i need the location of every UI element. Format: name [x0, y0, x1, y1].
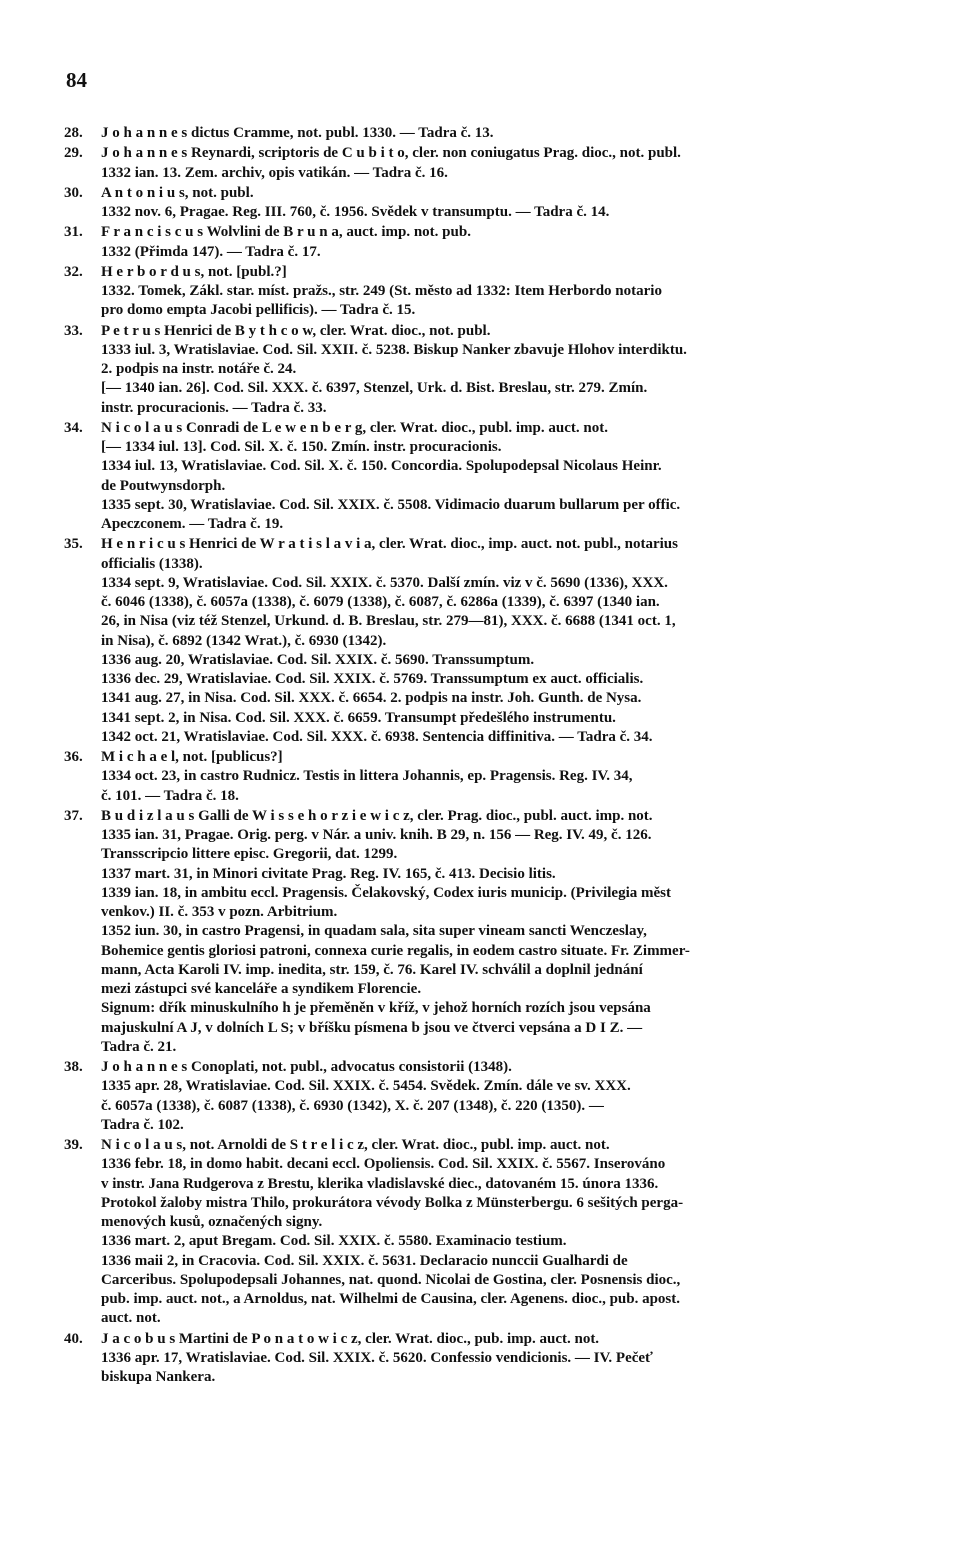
entry-line: Tadra č. 102.	[101, 1116, 184, 1133]
entry-line: [— 1340 ian. 26]. Cod. Sil. XXX. č. 6397, Stenzel, Urk. d. Bist. Breslau, str. 279. Zmín.	[101, 380, 648, 397]
entry	[64, 184, 894, 223]
entry-line: Protokol žaloby mistra Thilo, prokurátora vévody Bolka z Münsterbergu. 6 sešitých perga-	[101, 1194, 684, 1211]
entry-line: 1352 iun. 30, in castro Pragensi, in quadam sala, sita super vineam sancti Wenczeslay,	[101, 923, 647, 940]
entry	[64, 1058, 894, 1135]
entry-number: 37.	[64, 807, 83, 824]
entry-line: menových kusů, označených signy.	[101, 1214, 323, 1230]
entry-line: J o h a n n e s Conoplati, not. publ., advocatus consistorii (1348).	[101, 1059, 512, 1075]
entry-number: 32.	[64, 263, 83, 280]
entry-line: č. 6046 (1338), č. 6057a (1338), č. 6079 (1338), č. 6087, č. 6286a (1339), č. 6397 (1340 ian.	[101, 594, 660, 610]
entry-line: Signum: dřík minuskulního h je přeměněn v kříž, v jehož horních rozích jsou vepsána	[101, 1000, 651, 1017]
entry-line: mann, Acta Karoli IV. imp. inedita, str. 159, č. 76. Karel IV. schválil a doplnil jednání	[101, 961, 643, 978]
entry-line: H e n r i c u s Henrici de W r a t i s l a v i a, cler. Wrat. dioc., imp. auct. not. publ., notarius	[101, 536, 678, 553]
entry-line: Bohemice gentis gloriosi patroni, connexa curie regalis, in eodem castro situate. Fr. Zimmer-	[101, 942, 690, 959]
entry-line: N i c o l a u s Conradi de L e w e n b e r g, cler. Wrat. dioc., publ. imp. auct. not.	[101, 419, 608, 436]
entry-line: 26, in Nisa (viz též Stenzel, Urkund. d. B. Breslau, str. 279—81), XXX. č. 6688 (1341 oct. 1,	[101, 613, 676, 630]
entry	[64, 807, 894, 1057]
entry	[64, 144, 894, 183]
entry-line: Carceribus. Spolupodepsali Johannes, nat. quond. Nicolai de Gostina, cler. Posnensis dioc.,	[101, 1271, 681, 1288]
entry-line: 1335 apr. 28, Wratislaviae. Cod. Sil. XXIX. č. 5454. Svědek. Zmín. dále ve sv. XXX.	[101, 1078, 631, 1095]
entry-number: 38.	[64, 1059, 83, 1075]
entry-line: F r a n c i s c u s Wolvlini de B r u n a, auct. imp. not. pub.	[101, 224, 471, 241]
entry	[64, 124, 894, 143]
entry-line: 1335 sept. 30, Wratislaviae. Cod. Sil. XXIX. č. 5508. Vidimacio duarum bullarum per offic.	[101, 496, 681, 513]
entry-line: H e r b o r d u s, not. [publ.?]	[101, 263, 287, 280]
entry-line: B u d i z l a u s Galli de W i s s e h o r z i e w i c z, cler. Prag. dioc., publ. auct. imp. not.	[101, 807, 653, 824]
entry-line: biskupa Nankera.	[101, 1369, 216, 1385]
entry-line: J o h a n n e s dictus Cramme, not. publ. 1330. — Tadra č. 13.	[101, 125, 494, 141]
entry-line: M i c h a e l, not. [publicus?]	[101, 749, 283, 765]
entry-line: [— 1334 iul. 13]. Cod. Sil. X. č. 150. Zmín. instr. procuracionis.	[101, 439, 502, 455]
entry-line: 1336 febr. 18, in domo habit. decani eccl. Opoliensis. Cod. Sil. XXIX. č. 5567. Inserováno	[101, 1156, 666, 1173]
entry-line: J o h a n n e s Reynardi, scriptoris de C u b i t o, cler. non coniugatus Prag. dioc., not. publ.	[101, 145, 681, 162]
entry-line: N i c o l a u s, not. Arnoldi de S t r e l i c z, cler. Wrat. dioc., publ. imp. auct. not.	[101, 1137, 610, 1153]
entry-line: 1341 sept. 2, in Nisa. Cod. Sil. XXX. č. 6659. Transumpt předešlého instrumentu.	[101, 709, 616, 726]
entry-line: A n t o n i u s, not. publ.	[101, 184, 254, 201]
entry-number: 40.	[64, 1330, 83, 1347]
entry-line: č. 6057a (1338), č. 6087 (1338), č. 6930 (1342), X. č. 207 (1348), č. 220 (1350). —	[101, 1097, 604, 1114]
entry-number: 35.	[64, 536, 83, 553]
entry-line: 1332 ian. 13. Zem. archiv, opis vatikán. — Tadra č. 16.	[101, 164, 448, 181]
entry-line: 1339 ian. 18, in ambitu eccl. Pragensis. Čelakovský, Codex iuris municip. (Privilegia měst	[101, 884, 671, 901]
entry	[64, 322, 894, 418]
entry-line: 1336 mart. 2, aput Bregam. Cod. Sil. XXIX. č. 5580. Examinacio testium.	[101, 1233, 567, 1250]
entry-line: č. 101. — Tadra č. 18.	[101, 787, 239, 804]
entry-line: officialis (1338).	[101, 555, 203, 572]
entry-line: 1334 iul. 13, Wratislaviae. Cod. Sil. X. č. 150. Concordia. Spolupodepsal Nicolaus Heinr.	[101, 458, 662, 475]
entry-line: de Poutwynsdorph.	[101, 477, 226, 494]
entry-line: 1332 (Přimda 147). — Tadra č. 17.	[101, 243, 321, 260]
entry	[64, 748, 894, 806]
entry-line: auct. not.	[101, 1310, 161, 1327]
entry-number: 34.	[64, 419, 83, 436]
entry-number: 30.	[64, 184, 83, 201]
entry-line: majuskulní A J, v dolních L S; v bříšku písmena b jsou ve čtverci vepsána a D I Z. —	[101, 1019, 643, 1036]
entry-line: 1334 oct. 23, in castro Rudnicz. Testis in littera Johannis, ep. Pragensis. Reg. IV. 34,	[101, 768, 633, 785]
entry-line: in Nisa), č. 6892 (1342 Wrat.), č. 6930 (1342).	[101, 632, 387, 649]
entry-line: venkov.) II. č. 353 v pozn. Arbitrium.	[101, 904, 338, 920]
entry-number: 33.	[64, 322, 83, 339]
entry-line: 1333 iul. 3, Wratislaviae. Cod. Sil. XXII. č. 5238. Biskup Nanker zbavuje Hlohov interdiktu.	[101, 341, 687, 358]
entry	[64, 1136, 894, 1329]
entry-line: 2. podpis na instr. notáře č. 24.	[101, 361, 297, 377]
entry-number: 39.	[64, 1137, 83, 1153]
entry-number: 31.	[64, 224, 83, 241]
entry-line: pro domo empta Jacobi pellificis). — Tadra č. 15.	[101, 302, 416, 319]
entry	[64, 1330, 894, 1388]
entry-line: 1341 aug. 27, in Nisa. Cod. Sil. XXX. č. 6654. 2. podpis na instr. Joh. Gunth. de Nysa.	[101, 690, 642, 707]
entry-number: 28.	[64, 125, 83, 141]
entry-line: Transscripcio littere episc. Gregorii, dat. 1299.	[101, 846, 398, 863]
entry	[64, 263, 894, 321]
entry-list	[64, 124, 894, 1388]
page-number: 84	[66, 68, 87, 92]
entry	[64, 223, 894, 262]
entry-line: Tadra č. 21.	[101, 1038, 177, 1055]
entry-line: pub. imp. auct. not., a Arnoldus, nat. Wilhelmi de Causina, cler. Agenens. dioc., pub. apost.	[101, 1291, 681, 1307]
entry-line: 1336 dec. 29, Wratislaviae. Cod. Sil. XXIX. č. 5769. Transsumptum ex auct. officialis.	[101, 671, 644, 687]
entry-line: mezi zástupci své kanceláře a syndikem Florencie.	[101, 981, 422, 997]
entry-line: 1334 sept. 9, Wratislaviae. Cod. Sil. XXIX. č. 5370. Další zmín. viz v č. 5690 (1336), XXX.	[101, 574, 668, 591]
entry-line: 1337 mart. 31, in Minori civitate Prag. Reg. IV. 165, č. 413. Decisio litis.	[101, 865, 556, 882]
entry-line: J a c o b u s Martini de P o n a t o w i c z, cler. Wrat. dioc., pub. imp. auct. not.	[101, 1330, 600, 1347]
entry-number: 36.	[64, 749, 83, 765]
entry-line: 1342 oct. 21, Wratislaviae. Cod. Sil. XXX. č. 6938. Sentencia diffinitiva. — Tadra č. 34.	[101, 728, 653, 745]
entry-line: v instr. Jana Rudgerova z Brestu, klerika vladislavské diec., datovaném 15. února 1336.	[101, 1175, 659, 1192]
entry-line: 1332. Tomek, Zákl. star. míst. pražs., str. 249 (St. město ad 1332: Item Herbordo notario	[101, 283, 662, 299]
entry-line: 1335 ian. 31, Pragae. Orig. perg. v Nár. a univ. knih. B 29, n. 156 — Reg. IV. 49, č. 126.	[101, 827, 652, 843]
entry	[64, 535, 894, 747]
entry-line: 1336 apr. 17, Wratislaviae. Cod. Sil. XXIX. č. 5620. Confessio vendicionis. — IV. Pečeť	[101, 1349, 653, 1366]
entry-line: Apeczconem. — Tadra č. 19.	[101, 516, 284, 532]
entry-line: 1332 nov. 6, Pragae. Reg. III. 760, č. 1956. Svědek v transumptu. — Tadra č. 14.	[101, 204, 610, 220]
entry-line: 1336 aug. 20, Wratislaviae. Cod. Sil. XXIX. č. 5690. Transsumptum.	[101, 651, 535, 668]
entry	[64, 419, 894, 535]
entry-line: 1336 maii 2, in Cracovia. Cod. Sil. XXIX. č. 5631. Declaracio nunccii Gualhardi de	[101, 1252, 628, 1269]
entry-number: 29.	[64, 145, 83, 162]
entry-line: P e t r u s Henrici de B y t h c o w, cler. Wrat. dioc., not. publ.	[101, 322, 491, 339]
entry-line: instr. procuracionis. — Tadra č. 33.	[101, 399, 327, 416]
